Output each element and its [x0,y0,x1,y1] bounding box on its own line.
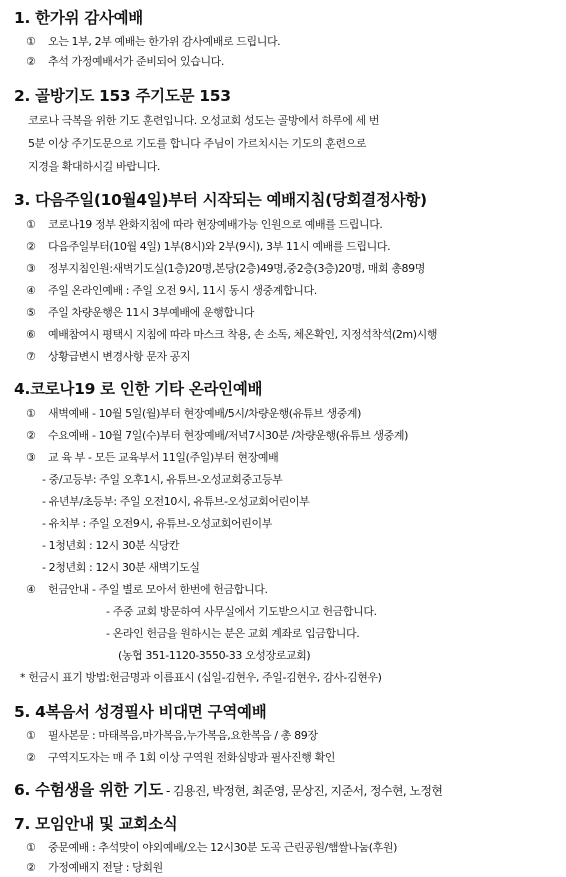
item-marker: ② [26,240,36,253]
item-text: 정부지침인원:새벽기도실(1층)20명,본당(2층)49명,중2층(3층)20명, 매회 총89명 [48,262,425,275]
section-3-title: 3. 다음주일(10월4일)부터 시작되는 예배지침(당회결정사항) [14,191,427,209]
item-text: 교 육 부 - 모든 교육부서 11일(주일)부터 현장예배 [48,451,279,464]
list-item [26,262,425,276]
item-marker: ② [26,861,36,874]
item-text: 새벽예배 - 10월 5일(월)부터 현장예배/5시/차량운행(유튜브 생중계) [48,407,362,420]
item-marker: ⑥ [26,328,36,341]
list-item [26,429,408,443]
item-text: 주일 차량운행은 11시 3부예배에 운행합니다 [48,306,255,319]
item-marker: ③ [26,262,36,275]
paragraph-line: 코로나 극복을 위한 기도 훈련입니다. 오성교회 성도는 골방에서 하루에 세 번 [28,114,380,127]
item-text: 중문예배 : 추석맞이 야외예배/오는 12시30분 도곡 근린공원/햄쌀나눔(후원) [48,841,398,854]
item-marker: ④ [26,583,36,596]
item-marker: ① [26,407,36,420]
item-marker: ② [26,429,36,442]
item-marker: ② [26,55,36,68]
sub-item: - 온라인 헌금을 원하시는 분은 교회 계좌로 입금합니다. [106,627,360,640]
section-6-title-text: 6. 수험생을 위한 기도 [14,781,163,799]
sub-item: - 중/고등부: 주일 오후1시, 유튜브-오성교회중고등부 [42,473,283,486]
list-item [26,451,278,465]
item-marker: ⑤ [26,306,36,319]
list-item [26,407,361,421]
item-text: 헌금안내 - 주일 별로 모아서 한번에 헌금합니다. [48,583,268,596]
section-7-title: 7. 모임안내 및 교회소식 [14,815,178,833]
item-text: 주일 온라인예배 : 주일 오전 9시, 11시 동시 생중계합니다. [48,284,317,297]
list-item [26,306,254,320]
item-marker: ① [26,841,36,854]
paragraph-line: 5분 이상 주기도문으로 기도를 합니다 주님이 가르치시는 기도의 훈련으로 [28,137,367,150]
list-item [26,240,390,254]
item-marker: ① [26,35,36,48]
sub-item: - 1청년회 : 12시 30분 식당칸 [42,539,180,552]
section-5-title: 5. 4복음서 성경필사 비대면 구역예배 [14,703,267,721]
list-item [26,218,383,232]
item-marker: ③ [26,451,36,464]
list-item [26,35,280,49]
sub-item: - 주중 교회 방문하여 사무실에서 기도받으시고 헌금합니다. [106,605,377,618]
item-text: 오는 1부, 2부 예배는 한가위 감사예배로 드립니다. [48,35,281,48]
list-item [26,328,437,342]
section-4-title: 4.코로나19 로 인한 기타 온라인예배 [14,380,263,398]
list-item [26,841,397,855]
item-text: 가정예배지 전달 : 당회원 [48,861,163,874]
section-6-title [14,778,442,800]
item-marker: ⑦ [26,350,36,363]
list-item [26,751,335,765]
item-text: 코로나19 정부 완화지침에 따라 현장예배가능 인원으로 예배를 드립니다. [48,218,383,231]
sub-item: - 2청년회 : 12시 30분 새벽기도실 [42,561,200,574]
bank-account-line: (농협 351-1120-3550-33 오성장로교회) [118,649,311,662]
section-2-title: 2. 골방기도 153 주기도문 153 [14,87,231,105]
item-text: 다음주일부터(10월 4일) 1부(8시)와 2부(9시), 3부 11시 예배를 드립니다. [48,240,391,253]
item-text: 상황급변시 변경사항 문자 공지 [48,350,191,363]
sub-item: - 유치부 : 주일 오전9시, 유튜브-오성교회어린이부 [42,517,272,530]
section-1-title: 1. 한가위 감사예배 [14,9,143,27]
item-text: 추석 가정예배서가 준비되어 있습니다. [48,55,225,68]
offering-note: * 헌금시 표기 방법:헌금명과 이름표시 (십일-김현우, 주일-김현우, 감사-김현우) [20,671,382,684]
item-text: 예배참여시 평택시 지침에 따라 마스크 착용, 손 소독, 체온확인, 지정석착석(2m)시행 [48,328,438,341]
paragraph-line: 지경을 확대하시길 바랍니다. [28,160,161,173]
list-item [26,284,317,298]
item-marker: ④ [26,284,36,297]
item-marker: ① [26,729,36,742]
item-marker: ② [26,751,36,764]
item-text: 구역지도자는 매 주 1회 이상 구역원 전화심방과 필사진행 확인 [48,751,336,764]
list-item [26,583,268,597]
list-item [26,729,318,743]
list-item [26,55,224,69]
prayer-names: - 김용진, 박정현, 최준영, 문상진, 지준서, 정수현, 노정현 [162,784,443,798]
item-text: 필사본문 : 마태복음,마가복음,누가복음,요한복음 / 총 89장 [48,729,318,742]
list-item [26,861,163,875]
list-item [26,350,190,364]
sub-item: - 유년부/초등부: 주일 오전10시, 유튜브-오성교회어린이부 [42,495,310,508]
item-text: 수요예배 - 10월 7일(수)부터 현장예배/저녁7시30분 /차량운행(유튜브 생중계) [48,429,409,442]
item-marker: ① [26,218,36,231]
